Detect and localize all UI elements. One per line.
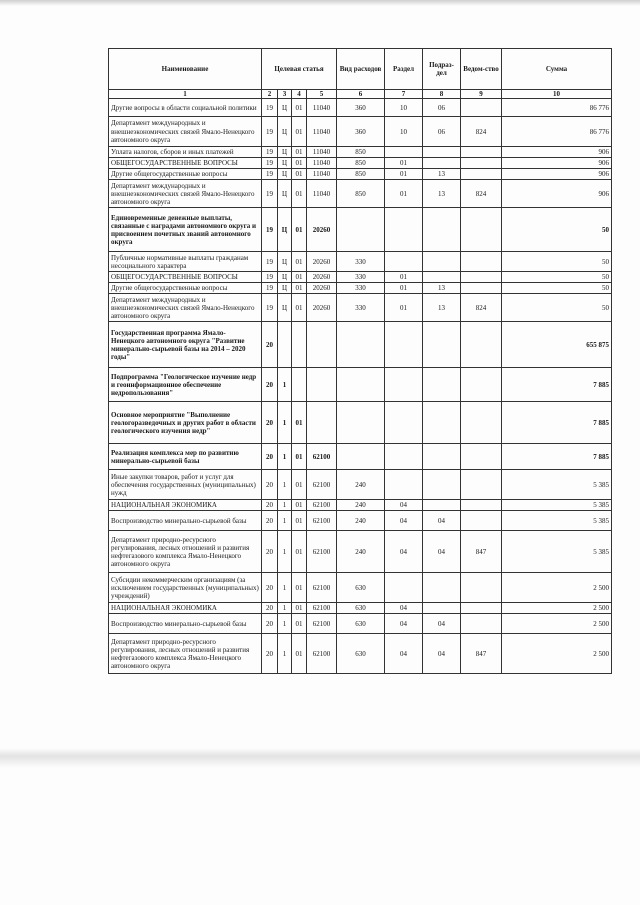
cell-sum: 50 <box>502 294 612 322</box>
cell-department: 824 <box>461 294 502 322</box>
cell-expense-type <box>337 368 385 402</box>
scan-edge-top <box>0 0 640 6</box>
cell-subprogram-code: Ц <box>278 294 292 322</box>
cell-sum: 5 385 <box>502 500 612 511</box>
cell-activity-code: 01 <box>292 470 307 500</box>
table-row <box>109 180 612 208</box>
table-header-row <box>109 49 612 90</box>
table-row <box>109 614 612 634</box>
header-subsection: Подраз-дел <box>423 49 461 90</box>
cell-name: Уплата налогов, сборов и иных платежей <box>109 147 262 158</box>
column-number-row <box>109 90 612 99</box>
cell-expense-type: 240 <box>337 511 385 531</box>
cell-name: Другие общегосударственные вопросы <box>109 283 262 294</box>
cell-section: 01 <box>385 180 423 208</box>
table-row <box>109 99 612 117</box>
cell-subprogram-code: Ц <box>278 208 292 252</box>
table-row <box>109 272 612 283</box>
cell-activity-code: 01 <box>292 180 307 208</box>
cell-expense-type: 330 <box>337 294 385 322</box>
cell-department <box>461 272 502 283</box>
cell-direction-code: 20260 <box>307 252 337 272</box>
cell-activity-code: 01 <box>292 614 307 634</box>
cell-subprogram-code: Ц <box>278 158 292 169</box>
table-row <box>109 117 612 147</box>
cell-program-code: 19 <box>262 252 278 272</box>
cell-subprogram-code: 1 <box>278 573 292 603</box>
cell-expense-type <box>337 402 385 444</box>
cell-sum: 5 385 <box>502 511 612 531</box>
cell-section: 01 <box>385 294 423 322</box>
table-row <box>109 531 612 573</box>
header-name: Наименование <box>109 49 262 90</box>
cell-expense-type: 850 <box>337 169 385 180</box>
cell-section: 01 <box>385 283 423 294</box>
cell-direction-code <box>307 402 337 444</box>
cell-program-code: 19 <box>262 117 278 147</box>
cell-activity-code: 01 <box>292 252 307 272</box>
cell-sum: 50 <box>502 283 612 294</box>
cell-program-code: 19 <box>262 283 278 294</box>
cell-direction-code: 62100 <box>307 573 337 603</box>
cell-sum: 2 500 <box>502 614 612 634</box>
cell-name: ОБЩЕГОСУДАРСТВЕННЫЕ ВОПРОСЫ <box>109 272 262 283</box>
cell-subsection: 13 <box>423 169 461 180</box>
cell-department <box>461 573 502 603</box>
cell-subsection <box>423 500 461 511</box>
cell-direction-code: 62100 <box>307 511 337 531</box>
cell-section: 04 <box>385 511 423 531</box>
cell-department <box>461 511 502 531</box>
cell-direction-code <box>307 322 337 368</box>
cell-expense-type: 360 <box>337 117 385 147</box>
cell-expense-type: 330 <box>337 283 385 294</box>
cell-subsection <box>423 402 461 444</box>
cell-direction-code: 11040 <box>307 147 337 158</box>
cell-activity-code: 01 <box>292 444 307 470</box>
cell-section <box>385 470 423 500</box>
cell-subsection: 04 <box>423 511 461 531</box>
cell-sum: 2 500 <box>502 634 612 674</box>
cell-department <box>461 147 502 158</box>
cell-direction-code: 11040 <box>307 180 337 208</box>
cell-name: Единовременные денежные выплаты, связанные с наградами автономного округа и присвоением почетных званий автономного округа <box>109 208 262 252</box>
header-department: Ведом-ство <box>461 49 502 90</box>
cell-section <box>385 147 423 158</box>
cell-direction-code: 62100 <box>307 531 337 573</box>
cell-activity-code: 01 <box>292 402 307 444</box>
cell-subsection <box>423 573 461 603</box>
cell-program-code: 20 <box>262 368 278 402</box>
cell-sum: 5 385 <box>502 531 612 573</box>
cell-name: Публичные нормативные выплаты гражданам несоциального характера <box>109 252 262 272</box>
cell-program-code: 20 <box>262 402 278 444</box>
cell-direction-code: 62100 <box>307 500 337 511</box>
cell-department <box>461 322 502 368</box>
cell-direction-code: 62100 <box>307 634 337 674</box>
cell-subprogram-code: 1 <box>278 511 292 531</box>
cell-name: НАЦИОНАЛЬНАЯ ЭКОНОМИКА <box>109 603 262 614</box>
cell-direction-code: 62100 <box>307 603 337 614</box>
table-row <box>109 368 612 402</box>
cell-program-code: 19 <box>262 158 278 169</box>
cell-sum: 655 875 <box>502 322 612 368</box>
cell-subsection: 06 <box>423 117 461 147</box>
cell-activity-code: 01 <box>292 511 307 531</box>
cell-program-code: 19 <box>262 180 278 208</box>
cell-section: 10 <box>385 117 423 147</box>
cell-subprogram-code <box>278 322 292 368</box>
cell-activity-code: 01 <box>292 99 307 117</box>
cell-subsection: 04 <box>423 531 461 573</box>
cell-subprogram-code: Ц <box>278 272 292 283</box>
cell-program-code: 19 <box>262 147 278 158</box>
cell-name: Департамент природно-ресурсного регулирования, лесных отношений и развития нефтегазового комплекса Ямало-Ненецкого автономного округа <box>109 634 262 674</box>
cell-name: Департамент природно-ресурсного регулирования, лесных отношений и развития нефтегазового комплекса Ямало-Ненецкого автономного округа <box>109 531 262 573</box>
cell-subprogram-code: 1 <box>278 531 292 573</box>
column-number: 9 <box>461 90 502 99</box>
cell-department <box>461 158 502 169</box>
column-number: 4 <box>292 90 307 99</box>
cell-expense-type: 330 <box>337 272 385 283</box>
cell-program-code: 20 <box>262 531 278 573</box>
cell-section <box>385 322 423 368</box>
cell-activity-code: 01 <box>292 272 307 283</box>
table-row <box>109 158 612 169</box>
cell-subprogram-code: Ц <box>278 99 292 117</box>
cell-subsection <box>423 208 461 252</box>
cell-program-code: 20 <box>262 500 278 511</box>
cell-expense-type: 240 <box>337 470 385 500</box>
cell-sum: 906 <box>502 180 612 208</box>
cell-expense-type: 850 <box>337 180 385 208</box>
cell-sum: 906 <box>502 158 612 169</box>
cell-sum: 50 <box>502 252 612 272</box>
column-number: 1 <box>109 90 262 99</box>
cell-section <box>385 402 423 444</box>
cell-name: НАЦИОНАЛЬНАЯ ЭКОНОМИКА <box>109 500 262 511</box>
budget-table <box>108 48 612 674</box>
header-sum: Сумма <box>502 49 612 90</box>
cell-subprogram-code: Ц <box>278 147 292 158</box>
cell-sum: 906 <box>502 147 612 158</box>
table-row <box>109 603 612 614</box>
cell-name: Другие вопросы в области социальной политики <box>109 99 262 117</box>
cell-section: 10 <box>385 99 423 117</box>
cell-sum: 2 500 <box>502 603 612 614</box>
cell-department <box>461 614 502 634</box>
cell-name: Другие общегосударственные вопросы <box>109 169 262 180</box>
cell-expense-type: 240 <box>337 531 385 573</box>
table-row <box>109 444 612 470</box>
cell-activity-code: 01 <box>292 531 307 573</box>
table-row <box>109 634 612 674</box>
cell-subprogram-code: Ц <box>278 169 292 180</box>
cell-direction-code <box>307 368 337 402</box>
cell-subprogram-code: 1 <box>278 500 292 511</box>
column-number: 10 <box>502 90 612 99</box>
cell-sum: 50 <box>502 272 612 283</box>
cell-activity-code <box>292 322 307 368</box>
cell-subsection: 04 <box>423 614 461 634</box>
cell-activity-code: 01 <box>292 603 307 614</box>
cell-activity-code: 01 <box>292 117 307 147</box>
table-row <box>109 511 612 531</box>
cell-name: Иные закупки товаров, работ и услуг для обеспечения государственных (муниципальных) нужд <box>109 470 262 500</box>
table-row <box>109 322 612 368</box>
cell-activity-code <box>292 368 307 402</box>
cell-department: 824 <box>461 117 502 147</box>
cell-expense-type <box>337 444 385 470</box>
cell-activity-code: 01 <box>292 294 307 322</box>
table-row <box>109 470 612 500</box>
cell-subprogram-code: 1 <box>278 444 292 470</box>
cell-department: 847 <box>461 531 502 573</box>
cell-section: 01 <box>385 158 423 169</box>
cell-expense-type: 630 <box>337 603 385 614</box>
cell-sum: 86 776 <box>502 117 612 147</box>
cell-direction-code: 20260 <box>307 294 337 322</box>
cell-department <box>461 99 502 117</box>
table-row <box>109 169 612 180</box>
header-section: Раздел <box>385 49 423 90</box>
cell-direction-code: 62100 <box>307 614 337 634</box>
column-number: 5 <box>307 90 337 99</box>
cell-subsection <box>423 603 461 614</box>
cell-expense-type: 240 <box>337 500 385 511</box>
column-number: 6 <box>337 90 385 99</box>
cell-section <box>385 208 423 252</box>
cell-subprogram-code: 1 <box>278 603 292 614</box>
cell-department <box>461 470 502 500</box>
cell-department <box>461 402 502 444</box>
cell-department <box>461 283 502 294</box>
cell-subprogram-code: Ц <box>278 283 292 294</box>
cell-department <box>461 208 502 252</box>
cell-name: Подпрограмма "Геологическое изучение недр и геоинформационное обеспечение недропользования" <box>109 368 262 402</box>
cell-program-code: 20 <box>262 573 278 603</box>
cell-program-code: 20 <box>262 444 278 470</box>
cell-subsection <box>423 444 461 470</box>
cell-name: Государственная программа Ямало-Ненецкого автономного округа "Развитие минерально-сырьевой базы на 2014 – 2020 годы" <box>109 322 262 368</box>
cell-expense-type: 630 <box>337 573 385 603</box>
cell-sum: 5 385 <box>502 470 612 500</box>
cell-section <box>385 444 423 470</box>
table-row <box>109 573 612 603</box>
cell-program-code: 19 <box>262 208 278 252</box>
cell-subprogram-code: Ц <box>278 117 292 147</box>
cell-expense-type <box>337 208 385 252</box>
cell-subsection <box>423 158 461 169</box>
cell-section: 04 <box>385 531 423 573</box>
cell-name: Воспроизводство минерально-сырьевой базы <box>109 511 262 531</box>
cell-name: Департамент международных и внешнеэкономических связей Ямало-Ненецкого автономного округа <box>109 117 262 147</box>
cell-name: ОБЩЕГОСУДАРСТВЕННЫЕ ВОПРОСЫ <box>109 158 262 169</box>
cell-subsection <box>423 147 461 158</box>
cell-activity-code: 01 <box>292 634 307 674</box>
cell-direction-code: 11040 <box>307 169 337 180</box>
table-row <box>109 294 612 322</box>
scan-edge-bottom <box>0 748 640 768</box>
cell-activity-code: 01 <box>292 169 307 180</box>
cell-department <box>461 368 502 402</box>
cell-direction-code: 11040 <box>307 158 337 169</box>
cell-program-code: 20 <box>262 322 278 368</box>
cell-section: 04 <box>385 634 423 674</box>
cell-program-code: 19 <box>262 272 278 283</box>
cell-direction-code: 20260 <box>307 283 337 294</box>
cell-section <box>385 252 423 272</box>
cell-program-code: 20 <box>262 511 278 531</box>
cell-program-code: 19 <box>262 99 278 117</box>
cell-name: Департамент международных и внешнеэкономических связей Ямало-Ненецкого автономного округа <box>109 180 262 208</box>
cell-section <box>385 573 423 603</box>
cell-subprogram-code: 1 <box>278 470 292 500</box>
cell-activity-code: 01 <box>292 283 307 294</box>
cell-sum: 7 885 <box>502 444 612 470</box>
cell-program-code: 20 <box>262 603 278 614</box>
cell-program-code: 20 <box>262 470 278 500</box>
table-row <box>109 500 612 511</box>
column-number: 8 <box>423 90 461 99</box>
cell-section <box>385 368 423 402</box>
cell-subsection: 04 <box>423 634 461 674</box>
cell-name: Департамент международных и внешнеэкономических связей Ямало-Ненецкого автономного округа <box>109 294 262 322</box>
cell-direction-code: 62100 <box>307 444 337 470</box>
cell-expense-type <box>337 322 385 368</box>
cell-subsection: 13 <box>423 180 461 208</box>
cell-subprogram-code: 1 <box>278 614 292 634</box>
header-target-article: Целевая статья <box>262 49 337 90</box>
cell-program-code: 19 <box>262 294 278 322</box>
column-number: 7 <box>385 90 423 99</box>
cell-section: 04 <box>385 500 423 511</box>
cell-subprogram-code: Ц <box>278 180 292 208</box>
cell-section: 01 <box>385 169 423 180</box>
cell-department <box>461 252 502 272</box>
cell-subprogram-code: 1 <box>278 634 292 674</box>
cell-expense-type: 850 <box>337 147 385 158</box>
cell-program-code: 19 <box>262 169 278 180</box>
cell-activity-code: 01 <box>292 208 307 252</box>
cell-sum: 7 885 <box>502 402 612 444</box>
cell-subsection <box>423 322 461 368</box>
cell-direction-code: 20260 <box>307 208 337 252</box>
table-row <box>109 283 612 294</box>
cell-subsection <box>423 272 461 283</box>
cell-expense-type: 360 <box>337 99 385 117</box>
cell-direction-code: 62100 <box>307 470 337 500</box>
cell-sum: 906 <box>502 169 612 180</box>
cell-subsection <box>423 252 461 272</box>
column-number: 3 <box>278 90 292 99</box>
cell-subprogram-code: 1 <box>278 402 292 444</box>
cell-subsection: 13 <box>423 283 461 294</box>
cell-expense-type: 330 <box>337 252 385 272</box>
cell-name: Субсидии некоммерческим организациям (за исключением государственных (муниципальных) учреждений) <box>109 573 262 603</box>
cell-program-code: 20 <box>262 614 278 634</box>
table-row <box>109 147 612 158</box>
cell-activity-code: 01 <box>292 573 307 603</box>
cell-activity-code: 01 <box>292 147 307 158</box>
cell-activity-code: 01 <box>292 500 307 511</box>
table-row <box>109 402 612 444</box>
table-row <box>109 252 612 272</box>
cell-department: 847 <box>461 634 502 674</box>
cell-subsection <box>423 470 461 500</box>
cell-sum: 7 885 <box>502 368 612 402</box>
cell-department <box>461 603 502 614</box>
table-row <box>109 208 612 252</box>
cell-subsection: 06 <box>423 99 461 117</box>
header-expense-type: Вид расходов <box>337 49 385 90</box>
cell-expense-type: 630 <box>337 614 385 634</box>
cell-subsection <box>423 368 461 402</box>
cell-section: 01 <box>385 272 423 283</box>
cell-name: Воспроизводство минерально-сырьевой базы <box>109 614 262 634</box>
cell-department <box>461 500 502 511</box>
cell-department <box>461 169 502 180</box>
cell-sum: 50 <box>502 208 612 252</box>
cell-direction-code: 11040 <box>307 99 337 117</box>
cell-section: 04 <box>385 603 423 614</box>
cell-expense-type: 630 <box>337 634 385 674</box>
cell-expense-type: 850 <box>337 158 385 169</box>
cell-name: Основное мероприятие "Выполнение геологоразведочных и других работ в области геологического изучения недр" <box>109 402 262 444</box>
cell-department: 824 <box>461 180 502 208</box>
cell-name: Реализация комплекса мер по развитию минерально-сырьевой базы <box>109 444 262 470</box>
cell-subprogram-code: 1 <box>278 368 292 402</box>
cell-activity-code: 01 <box>292 158 307 169</box>
cell-direction-code: 11040 <box>307 117 337 147</box>
cell-program-code: 20 <box>262 634 278 674</box>
cell-direction-code: 20260 <box>307 272 337 283</box>
cell-department <box>461 444 502 470</box>
cell-section: 04 <box>385 614 423 634</box>
table-body <box>109 99 612 674</box>
column-number: 2 <box>262 90 278 99</box>
cell-sum: 2 500 <box>502 573 612 603</box>
cell-sum: 86 776 <box>502 99 612 117</box>
cell-subsection: 13 <box>423 294 461 322</box>
cell-subprogram-code: Ц <box>278 252 292 272</box>
